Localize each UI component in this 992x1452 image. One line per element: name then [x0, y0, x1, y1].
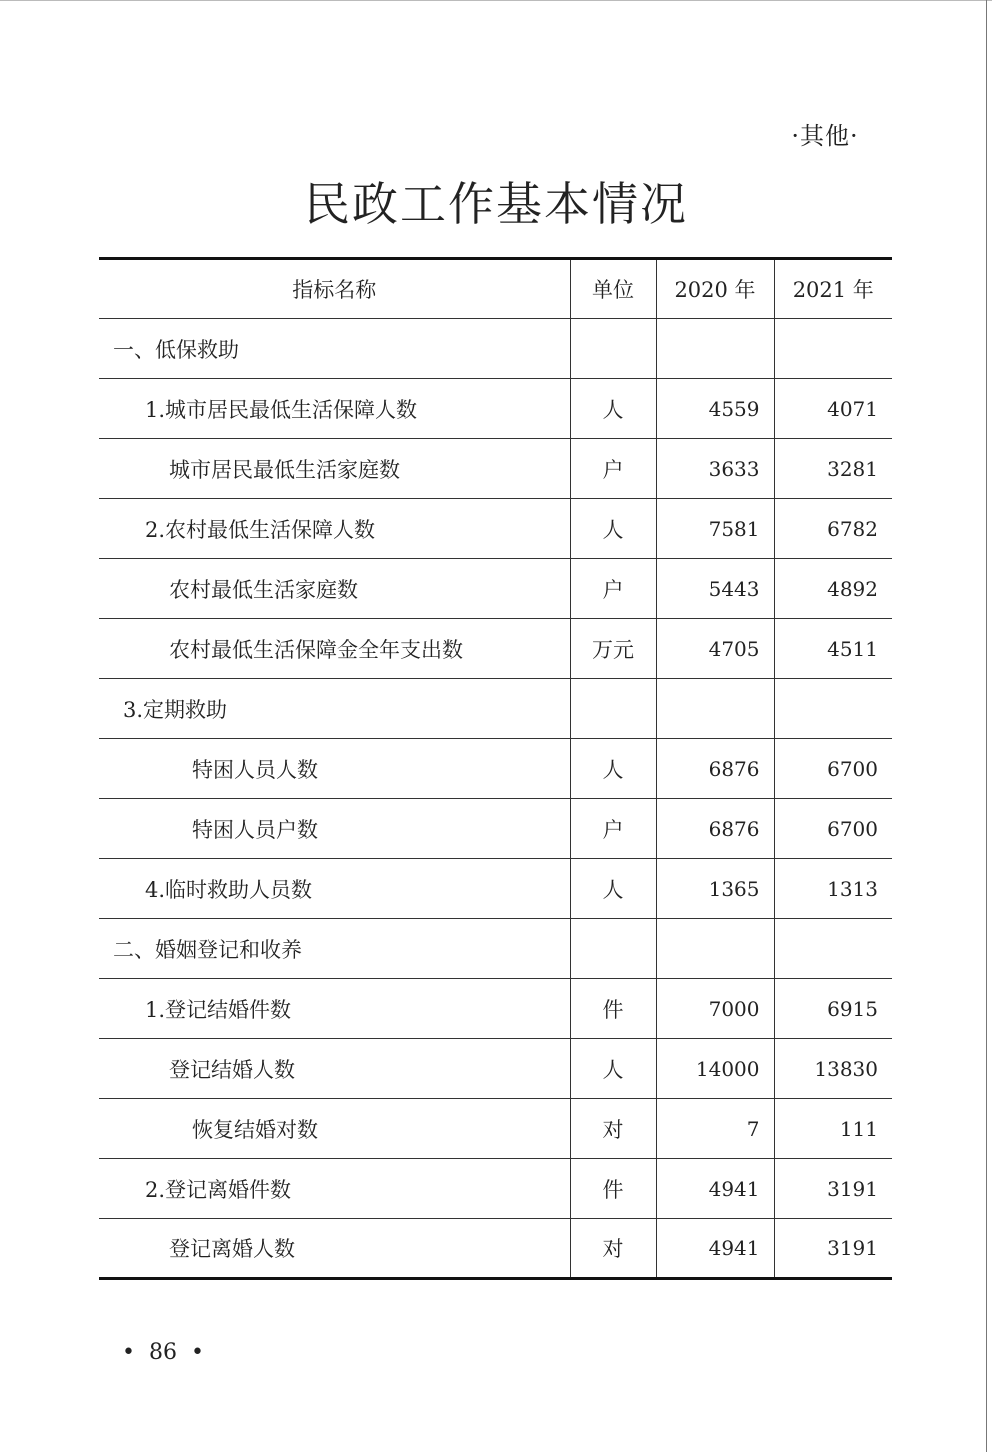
table-header-row [99, 259, 892, 319]
table-row [99, 919, 892, 979]
page-number [108, 1340, 218, 1365]
value-2020: 6876 [656, 739, 774, 799]
value-2021 [774, 919, 892, 979]
table-row [99, 619, 892, 679]
page-top-edge [0, 0, 992, 1]
table-row [99, 499, 892, 559]
table-row [99, 859, 892, 919]
table-row [99, 439, 892, 499]
indicator-unit: 户 [570, 559, 656, 619]
indicator-name: 农村最低生活保障金全年支出数 [99, 619, 570, 679]
table-row [99, 1159, 892, 1219]
column-header-2021: 2021 年 [774, 259, 892, 319]
table-row [99, 979, 892, 1039]
table-row [99, 679, 892, 739]
column-header-indicator: 指标名称 [99, 259, 570, 319]
value-2021: 111 [774, 1099, 892, 1159]
table-row [99, 1099, 892, 1159]
indicator-unit [570, 679, 656, 739]
value-2020 [656, 319, 774, 379]
indicator-unit: 对 [570, 1219, 656, 1279]
indicator-unit: 人 [570, 739, 656, 799]
table-row [99, 1219, 892, 1279]
table-row [99, 799, 892, 859]
value-2020: 5443 [656, 559, 774, 619]
indicator-unit: 户 [570, 799, 656, 859]
indicator-unit: 人 [570, 379, 656, 439]
value-2020: 4705 [656, 619, 774, 679]
indicator-name: 恢复结婚对数 [99, 1099, 570, 1159]
value-2021: 6700 [774, 799, 892, 859]
page-number-dot-left: • [122, 1340, 135, 1365]
value-2021: 13830 [774, 1039, 892, 1099]
value-2020: 6876 [656, 799, 774, 859]
indicator-name: 2.农村最低生活保障人数 [99, 499, 570, 559]
page-number-value: 86 [148, 1340, 177, 1365]
page-title: 民政工作基本情况 [304, 177, 688, 231]
indicator-unit [570, 919, 656, 979]
value-2021: 3281 [774, 439, 892, 499]
indicator-unit: 件 [570, 1159, 656, 1219]
column-header-unit: 单位 [570, 259, 656, 319]
indicator-unit [570, 319, 656, 379]
table-row [99, 559, 892, 619]
value-2021: 4892 [774, 559, 892, 619]
indicator-name: 农村最低生活家庭数 [99, 559, 570, 619]
indicator-unit: 件 [570, 979, 656, 1039]
indicator-name: 登记结婚人数 [99, 1039, 570, 1099]
value-2021: 3191 [774, 1219, 892, 1279]
value-2021: 3191 [774, 1159, 892, 1219]
indicator-name: 1.城市居民最低生活保障人数 [99, 379, 570, 439]
value-2020: 3633 [656, 439, 774, 499]
indicator-name: 4.临时救助人员数 [99, 859, 570, 919]
indicator-name: 二、婚姻登记和收养 [99, 919, 570, 979]
value-2020: 4941 [656, 1159, 774, 1219]
civil-affairs-table [99, 257, 892, 1280]
indicator-unit: 人 [570, 499, 656, 559]
indicator-unit: 户 [570, 439, 656, 499]
value-2020: 4941 [656, 1219, 774, 1279]
value-2021 [774, 679, 892, 739]
indicator-name: 城市居民最低生活家庭数 [99, 439, 570, 499]
value-2020: 7 [656, 1099, 774, 1159]
indicator-unit: 对 [570, 1099, 656, 1159]
value-2021: 6782 [774, 499, 892, 559]
indicator-name: 特困人员户数 [99, 799, 570, 859]
indicator-unit: 人 [570, 859, 656, 919]
indicator-name: 2.登记离婚件数 [99, 1159, 570, 1219]
value-2020 [656, 919, 774, 979]
value-2020: 14000 [656, 1039, 774, 1099]
section-label: ·其他· [791, 122, 859, 150]
value-2021 [774, 319, 892, 379]
indicator-name: 一、低保救助 [99, 319, 570, 379]
value-2020: 4559 [656, 379, 774, 439]
indicator-name: 特困人员人数 [99, 739, 570, 799]
value-2020 [656, 679, 774, 739]
value-2020: 7581 [656, 499, 774, 559]
page-number-dot-right: • [190, 1340, 204, 1365]
table-row [99, 379, 892, 439]
indicator-unit: 万元 [570, 619, 656, 679]
indicator-unit: 人 [570, 1039, 656, 1099]
table-row [99, 319, 892, 379]
value-2021: 1313 [774, 859, 892, 919]
column-header-2020: 2020 年 [656, 259, 774, 319]
value-2021: 4511 [774, 619, 892, 679]
value-2020: 7000 [656, 979, 774, 1039]
indicator-name: 登记离婚人数 [169, 1237, 295, 1261]
value-2021: 6915 [774, 979, 892, 1039]
table-row [99, 1039, 892, 1099]
indicator-name: 3.定期救助 [99, 679, 570, 739]
value-2020: 1365 [656, 859, 774, 919]
value-2021: 6700 [774, 739, 892, 799]
value-2021: 4071 [774, 379, 892, 439]
indicator-name: 1.登记结婚件数 [99, 979, 570, 1039]
table-row [99, 739, 892, 799]
